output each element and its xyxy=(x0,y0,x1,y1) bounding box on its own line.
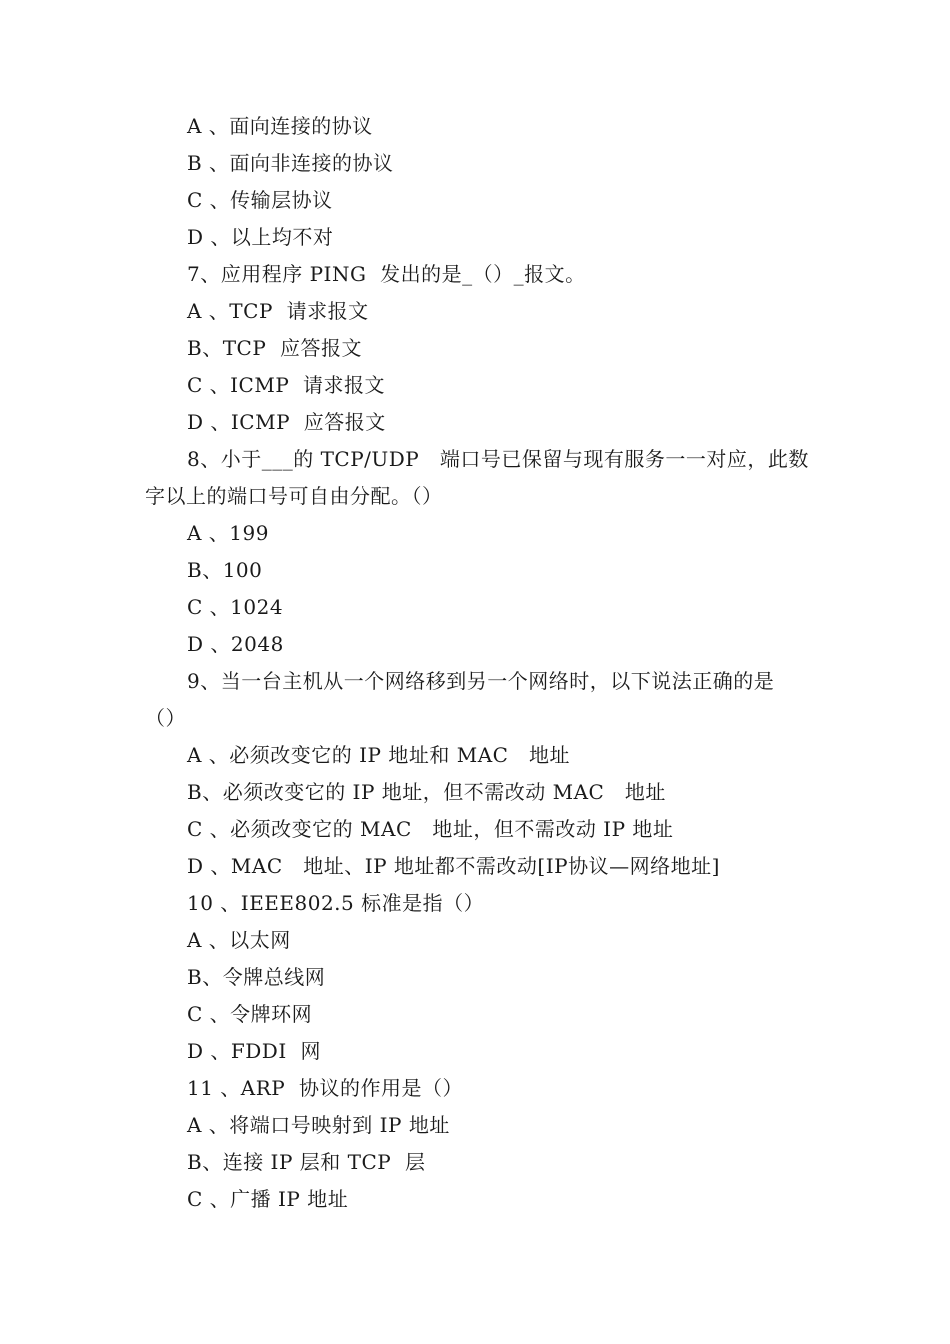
option-line: D 、ICMP 应答报文 xyxy=(187,410,386,434)
option-line: A 、199 xyxy=(187,521,269,545)
option-line: B 、面向非连接的协议 xyxy=(187,151,394,175)
option-line: A 、必须改变它的 IP 地址和 MAC 地址 xyxy=(187,743,571,767)
question-line: 8、小于___的 TCP/UDP 端口号已保留与现有服务一一对应，此数 xyxy=(187,447,809,471)
option-line: B、100 xyxy=(187,558,263,582)
option-line: C 、1024 xyxy=(187,595,284,619)
option-line: D 、FDDI 网 xyxy=(187,1039,321,1063)
option-line: D 、MAC 地址、IP 地址都不需改动[IP协议—网络地址] xyxy=(187,854,720,878)
option-line: B、连接 IP 层和 TCP 层 xyxy=(187,1150,426,1174)
option-line: A 、TCP 请求报文 xyxy=(187,299,369,323)
option-line: B、TCP 应答报文 xyxy=(187,336,363,360)
option-line: C 、ICMP 请求报文 xyxy=(187,373,386,397)
option-line: C 、令牌环网 xyxy=(187,1002,313,1026)
option-line: A 、面向连接的协议 xyxy=(187,114,373,138)
option-line: B、令牌总线网 xyxy=(187,965,326,989)
question-line-continued: （） xyxy=(145,706,186,730)
question-line: 11 、ARP 协议的作用是（） xyxy=(187,1076,463,1100)
option-line: D 、2048 xyxy=(187,632,284,656)
option-line: C 、传输层协议 xyxy=(187,188,333,212)
option-line: A 、将端口号映射到 IP 地址 xyxy=(187,1113,450,1137)
question-line: 9、当一台主机从一个网络移到另一个网络时，以下说法正确的是 xyxy=(187,669,775,693)
option-line: B、必须改变它的 IP 地址，但不需改动 MAC 地址 xyxy=(187,780,666,804)
option-line: C 、广播 IP 地址 xyxy=(187,1187,349,1211)
option-line: D 、以上均不对 xyxy=(187,225,334,249)
option-line: A 、以太网 xyxy=(187,928,291,952)
question-line-continued: 字以上的端口号可自由分配。（） xyxy=(145,484,443,508)
option-line: C 、必须改变它的 MAC 地址，但不需改动 IP 地址 xyxy=(187,817,674,841)
question-line: 10 、IEEE802.5 标准是指（） xyxy=(187,891,485,915)
question-line: 7、应用程序 PING 发出的是_（）_报文。 xyxy=(187,262,586,286)
